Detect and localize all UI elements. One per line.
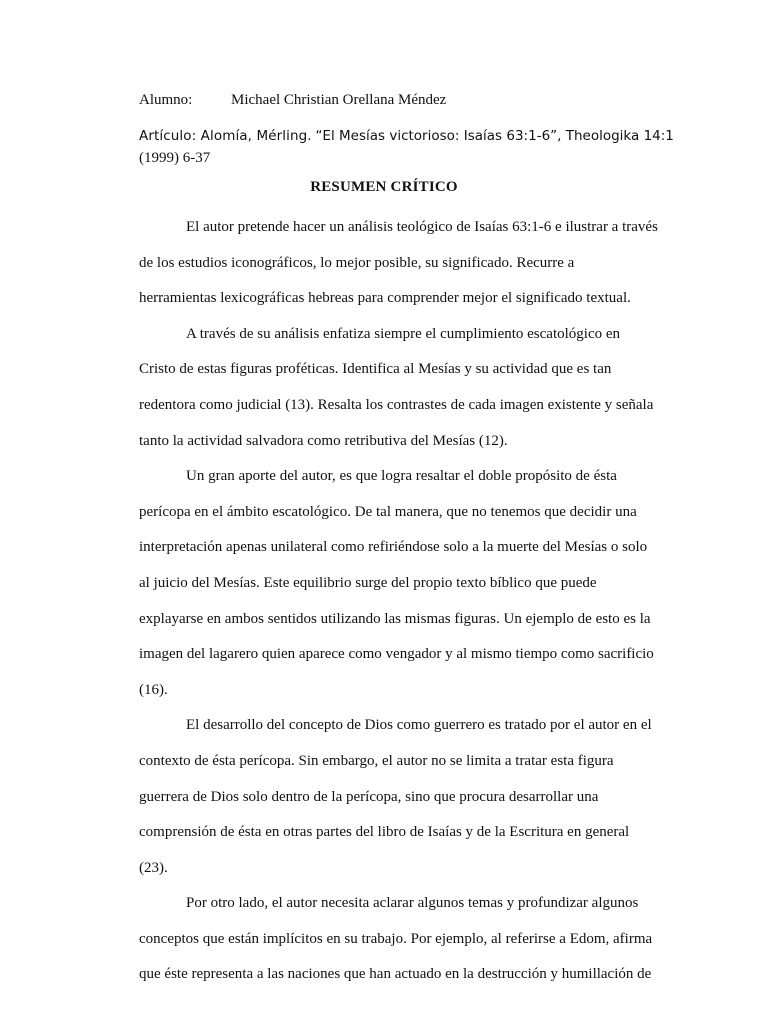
student-name: Michael Christian Orellana Méndez [231,92,447,108]
student-line [139,92,446,109]
text-line: (16). [139,681,168,698]
text-line: contexto de ésta perícopa. Sin embargo, el autor no se limita a tratar esta figura [139,752,614,769]
document-title: RESUMEN CRÍTICO [310,179,458,195]
text-line: redentora como judicial (13). Resalta los contrastes de cada imagen existente y señala [139,396,654,413]
text-line: herramientas lexicográficas hebreas para comprender mejor el significado textual. [139,290,631,307]
text-line: de los estudios iconográficos, lo mejor posible, su significado. Recurre a [139,254,575,271]
text-line: al juicio del Mesías. Este equilibrio surge del propio texto bíblico que puede [139,574,597,591]
article-title: “El Mesías victorioso: Isaías 63:1-6”, Theologika 14:1 [315,128,674,144]
article-citation [139,125,679,169]
text-line: comprensión de ésta en otras partes del libro de Isaías y de la Escritura en general [139,824,630,841]
text-line: que éste representa a las naciones que han actuado en la destrucción y humillación de [139,966,652,983]
text-line: imagen del lagarero quien aparece como vengador y al mismo tiempo como sacrificio [139,646,654,663]
text-line: guerrera de Dios solo dentro de la perícopa, sino que procura desarrollar una [139,788,599,805]
text-line: tanto la actividad salvadora como retributiva del Mesías (12). [139,432,508,449]
text-line: Cristo de estas figuras proféticas. Identifica al Mesías y su actividad que es tan [139,361,612,378]
text-line: A través de su análisis enfatiza siempre el cumplimiento escatológico en [186,325,621,342]
student-label: Alumno: [139,92,193,108]
article-year-pages: (1999) 6-37 [139,150,211,166]
article-label: Artículo: Alomía, Mérling. [139,128,312,144]
text-line: El autor pretende hacer un análisis teológico de Isaías 63:1-6 e ilustrar a través [186,219,658,235]
text-line: conceptos que están implícitos en su trabajo. Por ejemplo, al referirse a Edom, afirma [139,930,653,947]
text-line: Por otro lado, el autor necesita aclarar algunos temas y profundizar algunos [186,895,639,912]
text-line: (23). [139,859,168,876]
text-line: El desarrollo del concepto de Dios como guerrero es tratado por el autor en el [186,717,652,734]
body-text [139,210,677,993]
text-line: interpretación apenas unilateral como refiriéndose solo a la muerte del Mesías o solo [139,539,648,556]
text-line: perícopa en el ámbito escatológico. De tal manera, que no tenemos que decidir una [139,503,637,520]
text-line: Un gran aporte del autor, es que logra resaltar el doble propósito de ésta [186,468,617,485]
text-line: explayarse en ambos sentidos utilizando las mismas figuras. Un ejemplo de esto es la [139,610,651,627]
